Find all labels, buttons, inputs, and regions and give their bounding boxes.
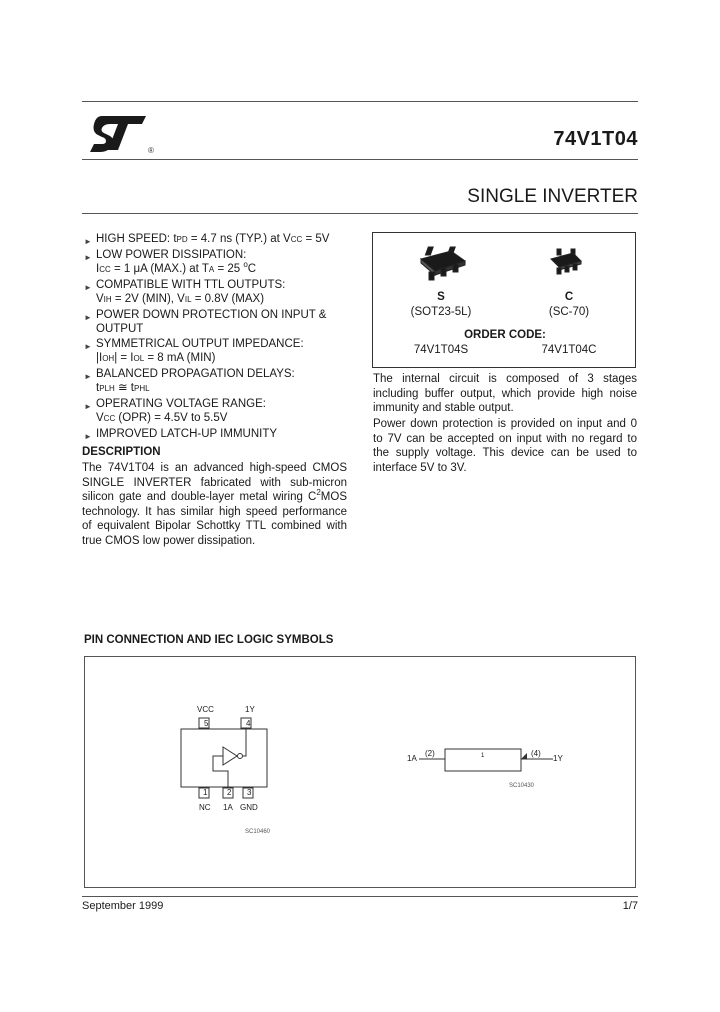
pin2-label: 1A xyxy=(223,803,233,812)
pin-diagram-frame xyxy=(84,656,636,888)
iec-symbol-mark: 1 xyxy=(481,753,485,759)
top-rule xyxy=(82,101,638,102)
description-text: The 74V1T04 is an advanced high-speed CMOS SINGLE INVERTER fabricated with sub-micron silicon gate and double-layer metal wiring $C^2MOS$ technology. It has similar high speed performance of equivalent Bipolar Schottky TTL combined with true CMOS low power dissipation. xyxy=(82,462,347,547)
description-heading: DESCRIPTION xyxy=(82,446,161,458)
feature-item: VCC (OPR) = 4.5V to 5.5V xyxy=(96,412,228,424)
package-name-sc70: (SC-70) xyxy=(548,306,590,318)
package-name-sot23: (SOT23-5L) xyxy=(410,306,472,318)
package-letter-s: S xyxy=(437,291,445,303)
feature-item: ► HIGH SPEED: tPD = 4.7 ns (TYP.) at VCC = 5V xyxy=(84,233,330,246)
pin1-number: 1 xyxy=(203,788,208,797)
feature-item: OUTPUT xyxy=(96,323,144,335)
pin-diagram-code: SC10460 xyxy=(245,829,271,835)
feature-item: ► SYMMETRICAL OUTPUT IMPEDANCE: xyxy=(84,337,304,351)
header-rule xyxy=(82,159,638,160)
feature-item: ► IMPROVED LATCH-UP IMMUNITY xyxy=(84,427,278,441)
st-logo: ® xyxy=(88,110,158,158)
feature-item: VIH = 2V (MIN), VIL = 0.8V (MAX) xyxy=(96,293,265,305)
pin3-number: 3 xyxy=(247,788,252,797)
pin4-number: 4 xyxy=(246,719,251,728)
pin2-number: 2 xyxy=(227,788,232,797)
footer-page: 1/7 xyxy=(622,900,638,912)
feature-item: ► POWER DOWN PROTECTION ON INPUT & xyxy=(84,308,327,322)
feature-item: ► BALANCED PROPAGATION DELAYS: xyxy=(84,367,295,381)
package-letter-c: C xyxy=(564,291,574,303)
feature-item: ICC = 1 μA (MAX.) at TA = 25 $^o$C xyxy=(96,260,257,275)
order-code-heading: ORDER CODE: xyxy=(464,329,546,341)
iec-input-pin: (2) xyxy=(425,749,435,758)
pin-section-heading: PIN CONNECTION AND IEC LOGIC SYMBOLS xyxy=(84,634,334,646)
pin3-label: GND xyxy=(240,803,258,812)
feature-item: ► OPERATING VOLTAGE RANGE: xyxy=(84,397,266,411)
feature-item: ► COMPATIBLE WITH TTL OUTPUTS: xyxy=(84,278,286,292)
feature-item: ► LOW POWER DISSIPATION: xyxy=(84,248,247,262)
pin1-label: NC xyxy=(199,803,211,812)
pin5-label: VCC xyxy=(197,705,214,714)
iec-output-label: 1Y xyxy=(553,754,563,763)
product-title: SINGLE INVERTER xyxy=(467,186,638,207)
package-box xyxy=(372,232,636,368)
title-rule xyxy=(82,213,638,214)
sot23-package-image xyxy=(411,245,471,281)
feature-item: tPLH ≅ tPHL xyxy=(96,382,150,394)
order-code-c: 74V1T04C xyxy=(541,344,597,356)
feature-list xyxy=(82,232,372,441)
feature-item: |IOH| = IOL = 8 mA (MIN) xyxy=(96,352,216,364)
power-down-text: Power down protection is provided on input and 0 to 7V can be accepted on input with no regard to the supply voltage. This device can be used to interface 5V to 3V. xyxy=(373,418,637,474)
iec-input-label: 1A xyxy=(407,754,417,763)
iec-diagram-code: SC10430 xyxy=(509,783,535,789)
footer-rule xyxy=(82,896,638,897)
sc70-package-image xyxy=(545,247,585,277)
pin4-label: 1Y xyxy=(245,705,255,714)
pin5-number: 5 xyxy=(204,719,209,728)
part-number: 74V1T04 xyxy=(553,128,638,150)
internal-circuit-text: The internal circuit is composed of 3 stages including buffer output, which provide high noise immunity and stable output. xyxy=(373,373,637,414)
iec-output-pin: (4) xyxy=(531,749,541,758)
footer-date: September 1999 xyxy=(82,900,164,912)
order-code-s: 74V1T04S xyxy=(413,344,469,356)
